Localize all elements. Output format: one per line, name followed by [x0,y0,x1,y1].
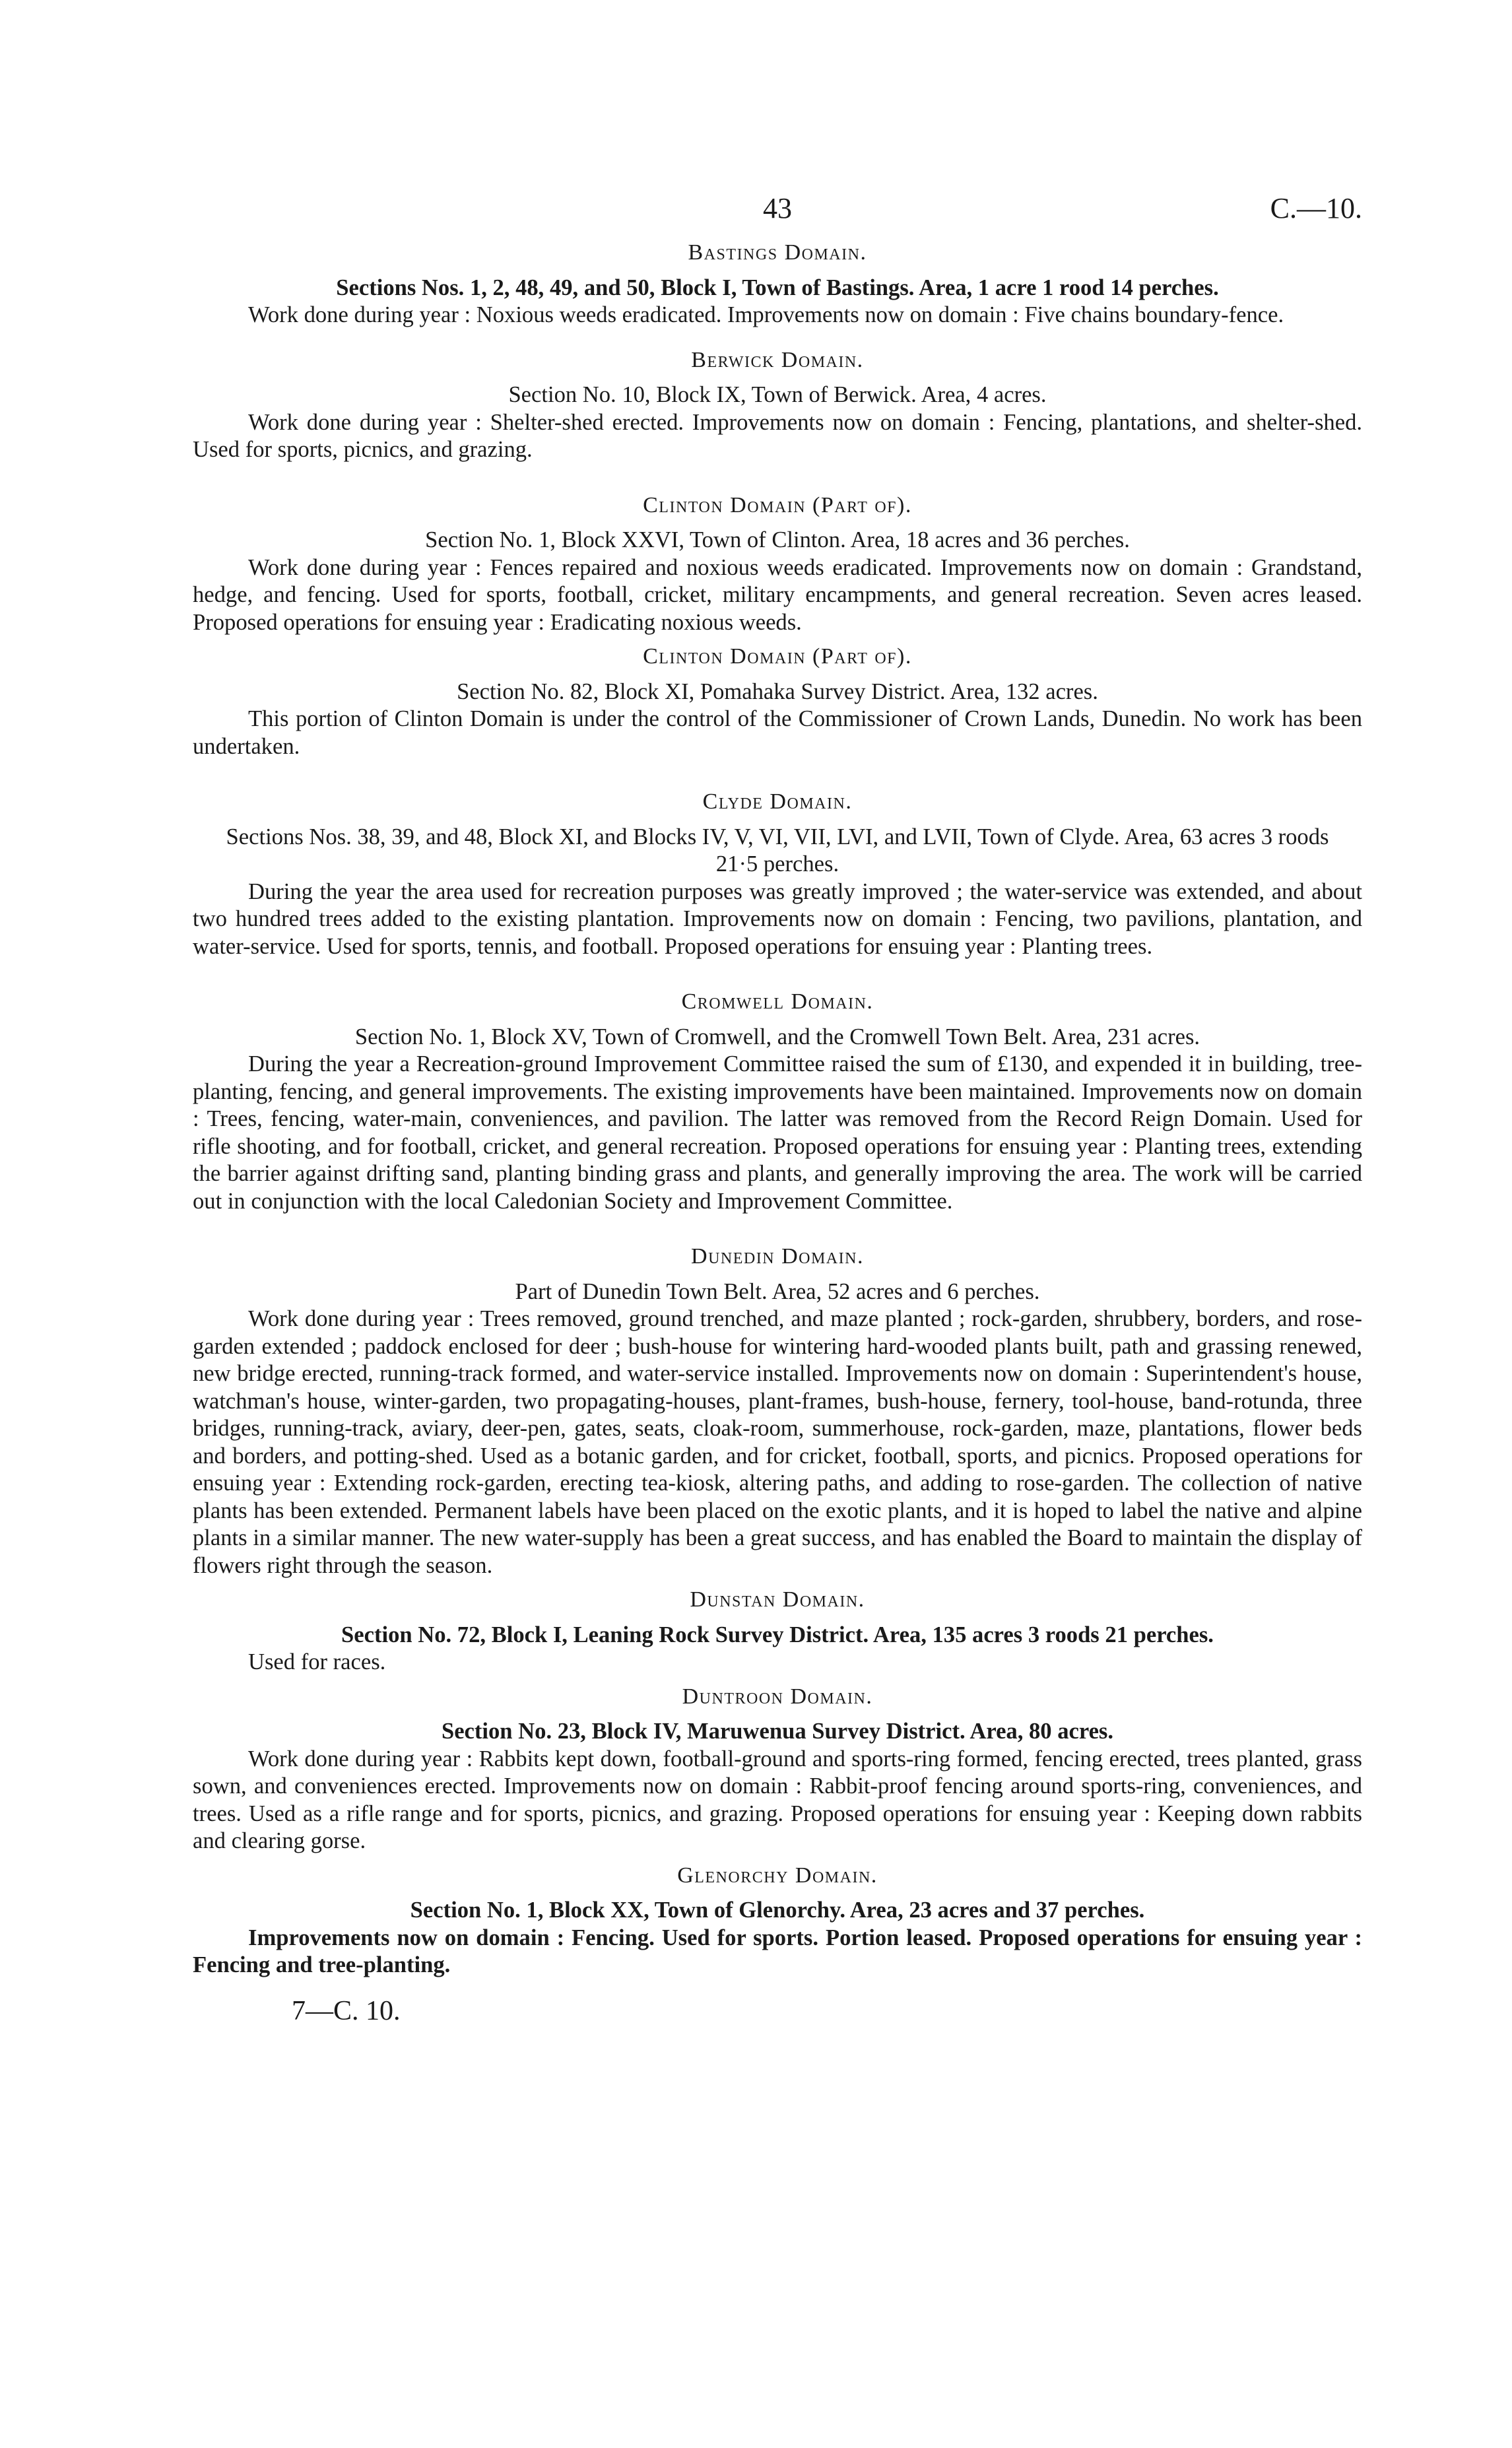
section-clinton-domain-2 [193,643,1362,760]
domain-description: Sections Nos. 38, 39, and 48, Block XI, and Blocks IV, V, VI, VII, LVI, and LVII, Town of Clyde. Area, 63 acres 3 roods 21·5 perches. [226,824,1329,877]
domain-body: This portion of Clinton Domain is under the control of the Commissioner of Crown Lands, Dunedin. No work has been undertaken. [193,706,1362,759]
domain-description: Sections Nos. 1, 2, 48, 49, and 50, Block I, Town of Bastings. Area, 1 acre 1 rood 14 perches. [336,275,1219,300]
page-signature: 7—C. 10. [292,1995,401,2026]
domain-description: Section No. 82, Block XI, Pomahaka Survey District. Area, 132 acres. [457,678,1098,704]
domain-body: During the year a Recreation-ground Improvement Committee raised the sum of £130, and expended it in building, tree-planting, fencing, and general improvements. The existing improvements have been maintained. Improvements now on domain : Trees, fencing, water-main, conveniences, and pavilion. The latter was removed from the Record Reign Domain. Used for rifle shooting, and for football, cricket, and general recreation. Proposed operations for ensuing year : Planting trees, extending the barrier against drifting sand, planting binding grass and plants, and generally improving the area. The work will be carried out in conjunction with the local Caledonian Society and Improvement Committee. [193,1051,1362,1214]
section-berwick-domain [193,347,1362,464]
domain-title: Dunstan Domain. [690,1587,865,1612]
section-duntroon-domain [193,1683,1362,1855]
document-page [193,191,1362,2027]
domain-title: Bastings Domain. [688,240,867,265]
domain-body: Work done during year : Noxious weeds eradicated. Improvements now on domain : Five chains boundary-fence. [248,302,1284,327]
section-clinton-domain-1 [193,492,1362,637]
domain-body: Work done during year : Rabbits kept down, football-ground and sports-ring formed, fencing erected, trees planted, grass sown, and conveniences erected. Improvements now on domain : Rabbit-proof fencing around sports-ring, conveniences, and trees. Used as a rifle range and for sports, picnics, and grazing. Proposed operations for ensuing year : Keeping down rabbits and clearing gorse. [193,1746,1362,1853]
domain-description: Section No. 1, Block XXVI, Town of Clinton. Area, 18 acres and 36 perches. [425,527,1130,552]
page-header [193,191,1362,239]
domain-title: Duntroon Domain. [682,1684,873,1709]
domain-title: Cromwell Domain. [681,989,874,1014]
domain-description: Section No. 72, Block I, Leaning Rock Survey District. Area, 135 acres 3 roods 21 perches. [341,1622,1214,1647]
document-code: C.—10. [1270,192,1362,224]
section-dunstan-domain [193,1586,1362,1676]
domain-title: Glenorchy Domain. [677,1863,878,1888]
domain-description: Section No. 1, Block XV, Town of Cromwell, and the Cromwell Town Belt. Area, 231 acres. [354,1024,1200,1049]
domain-title: Clyde Domain. [702,789,853,814]
domain-description: Part of Dunedin Town Belt. Area, 52 acres and 6 perches. [515,1278,1040,1304]
domain-body: Work done during year : Shelter-shed erected. Improvements now on domain : Fencing, plantations, and shelter-shed. Used for sports, picnics, and grazing. [193,409,1362,462]
domain-body: Work done during year : Trees removed, ground trenched, and maze planted ; rock-garden, shrubbery, borders, and rose-garden extended ; paddock enclosed for deer ; bush-house for wintering hard-wooded plants built, path and grassing renewed, new bridge erected, running-track formed, and water-service installed. Improvements now on domain : Superintendent's house, watchman's house, winter-garden, two propagating-houses, plant-frames, bush-house, fernery, tool-house, band-rotunda, three bridges, running-track, aviary, deer-pen, gates, seats, cloak-room, summerhouse, rock-garden, maze, plantations, flower beds and borders, and potting-shed. Used as a botanic garden, and for cricket, football, sports, and picnics. Proposed operations for ensuing year : Extending rock-garden, erecting tea-kiosk, altering paths, and adding to rose-garden. The collection of native plants has been extended. Permanent labels have been placed on the exotic plants, and it is hoped to label the native and alpine plants in a similar manner. The new water-supply has been a great success, and has enabled the Board to maintain the display of flowers right through the season. [193,1306,1362,1578]
section-bastings-domain [193,239,1362,329]
section-cromwell-domain [193,988,1362,1215]
domain-title: Clinton Domain (Part of). [643,644,912,669]
domain-description: Section No. 1, Block XX, Town of Glenorchy. Area, 23 acres and 37 perches. [410,1898,1145,1923]
domain-title: Dunedin Domain. [691,1244,864,1269]
domain-description: Section No. 23, Block IV, Maruwenua Survey District. Area, 80 acres. [441,1719,1114,1744]
domain-title: Clinton Domain (Part of). [643,492,912,517]
page-number: 43 [763,192,792,224]
section-dunedin-domain [193,1243,1362,1579]
domain-body: During the year the area used for recreation purposes was greatly improved ; the water-service was extended, and about two hundred trees added to the existing plantation. Improvements now on domain : Fencing, two pavilions, plantation, and water-service. Used for sports, tennis, and football. Proposed operations for ensuing year : Planting trees. [193,878,1362,959]
domain-body: Improvements now on domain : Fencing. Used for sports. Portion leased. Proposed operations for ensuing year : Fencing and tree-planting. [193,1925,1362,1977]
section-glenorchy-domain [193,1862,1362,1979]
domain-body: Used for races. [248,1649,386,1674]
domain-description: Section No. 10, Block IX, Town of Berwick. Area, 4 acres. [508,382,1047,407]
domain-body: Work done during year : Fences repaired and noxious weeds eradicated. Improvements now on domain : Grandstand, hedge, and fencing. Used for sports, football, cricket, military encampments, and general recreation. Seven acres leased. Proposed operations for ensuing year : Eradicating noxious weeds. [193,554,1362,635]
domain-title: Berwick Domain. [691,347,864,372]
section-clyde-domain [193,788,1362,960]
